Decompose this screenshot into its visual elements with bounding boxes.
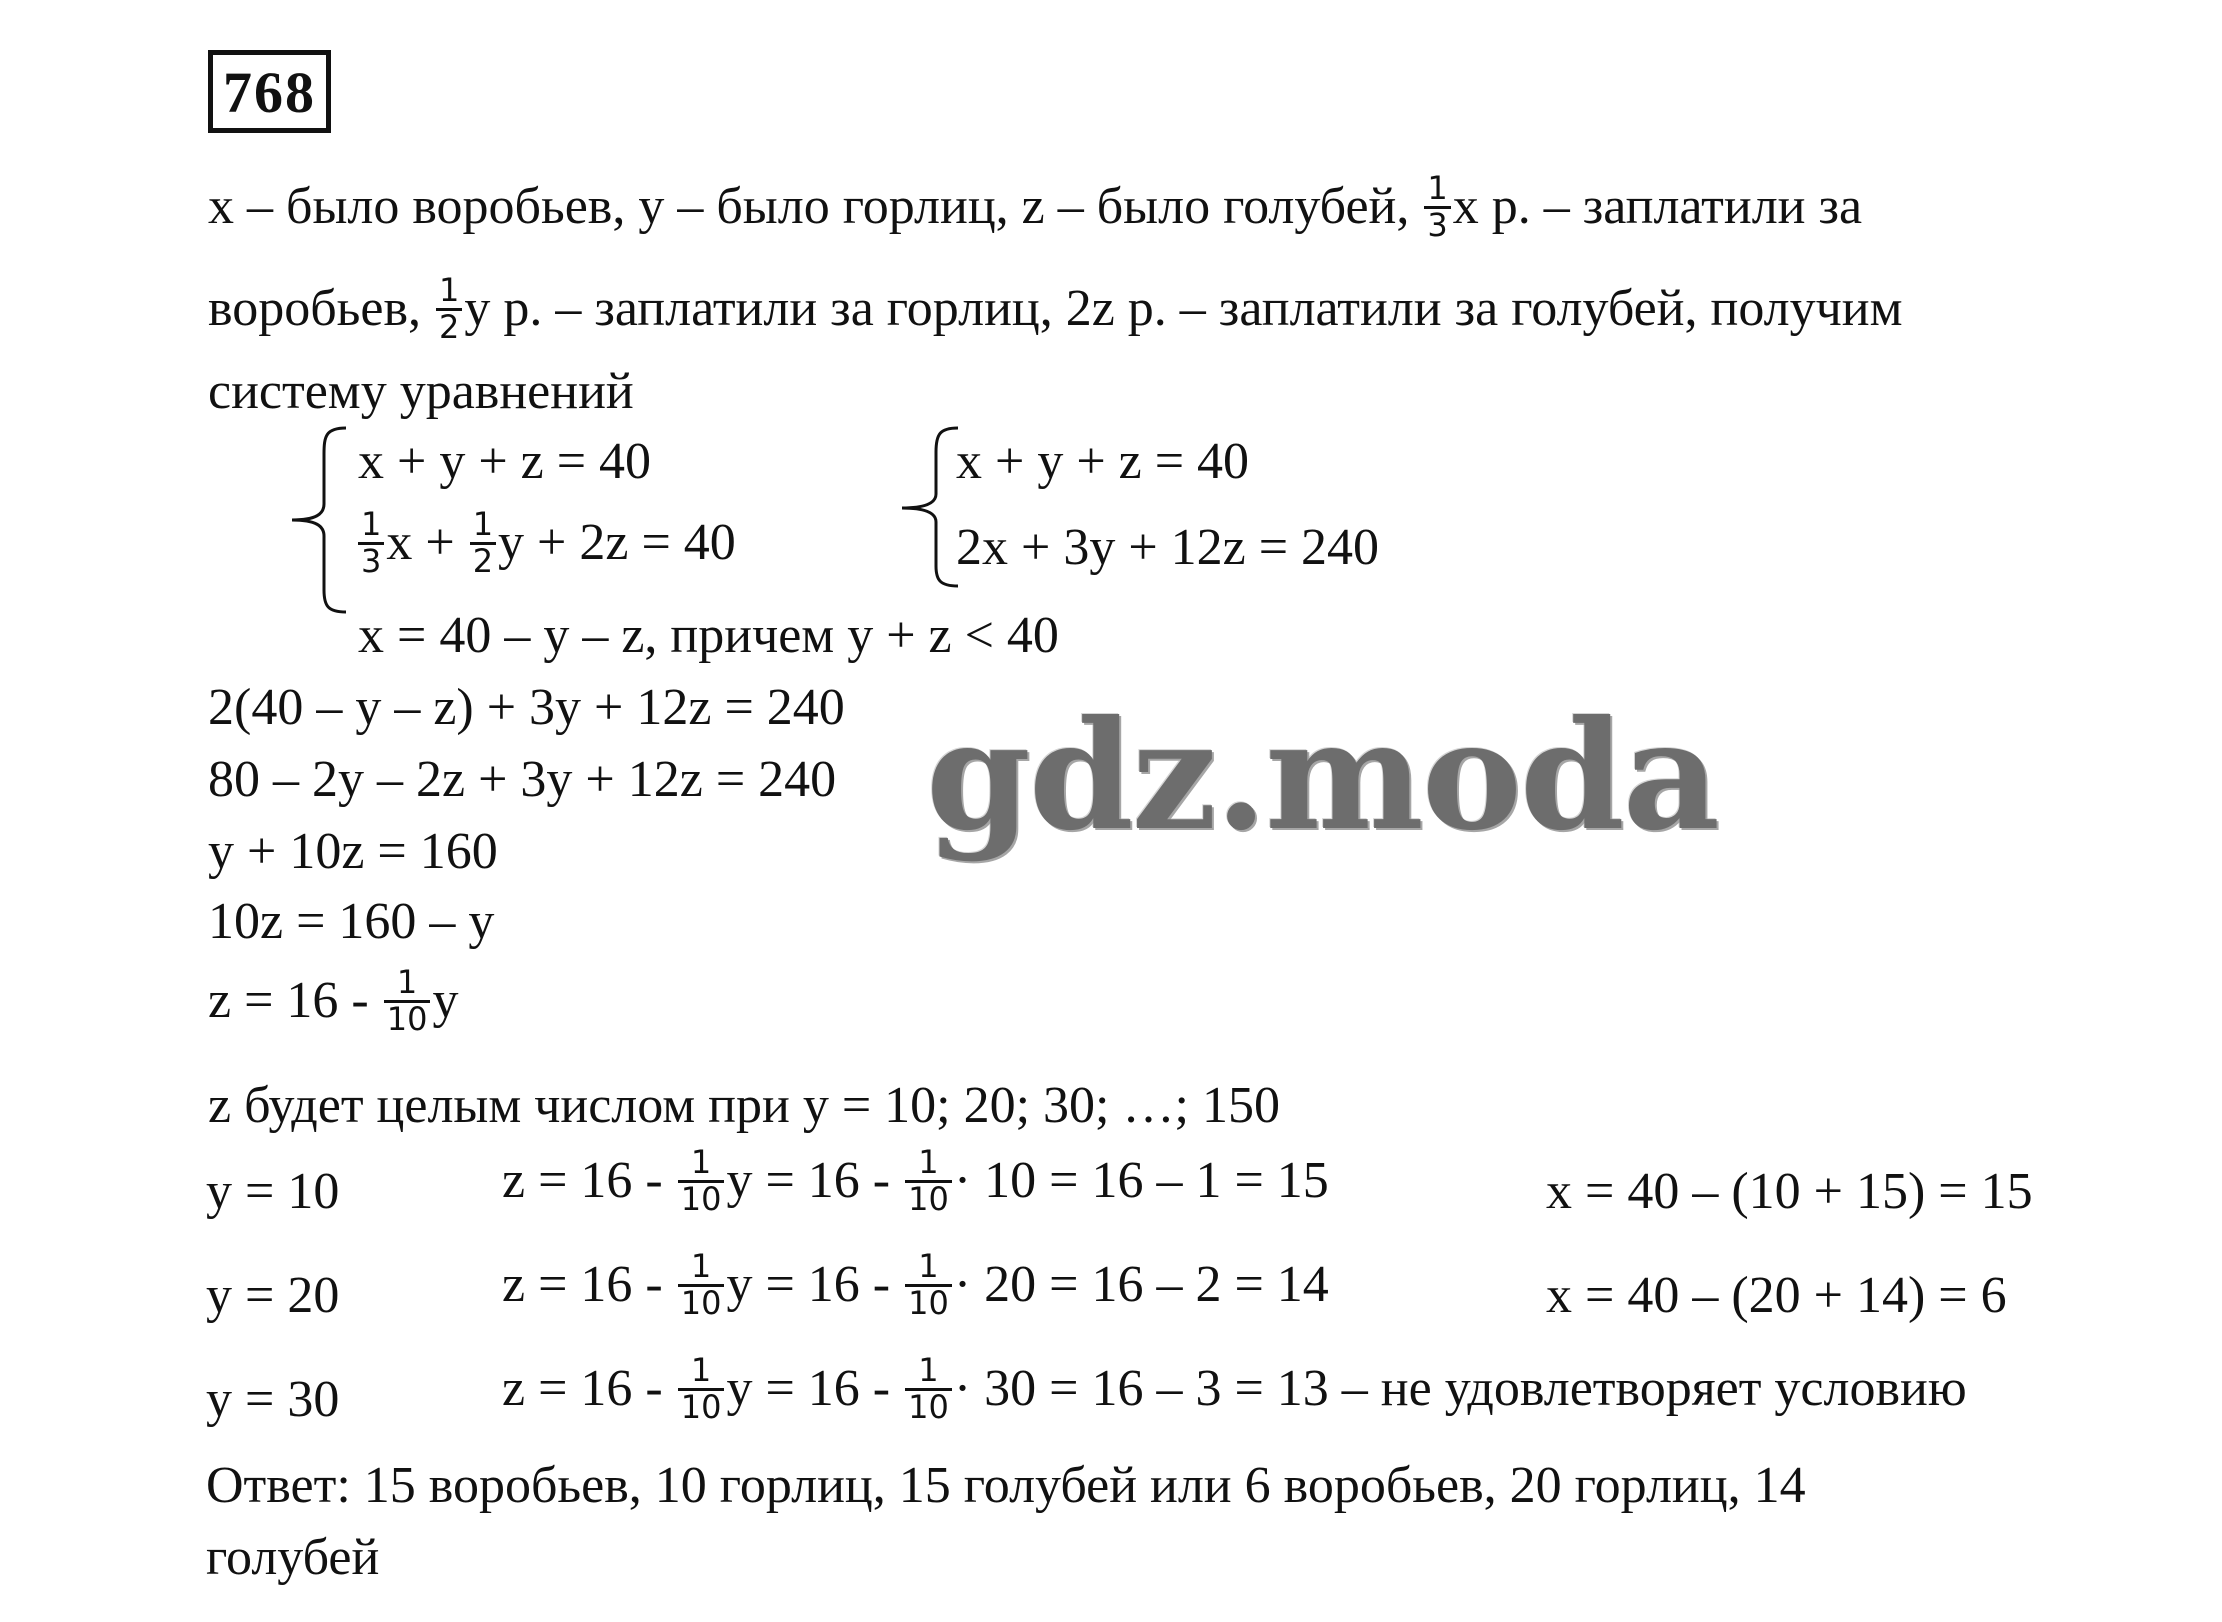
problem-number: 768 [208,50,331,133]
fraction-one-tenth: $\frac{1}{10}$ [905,1146,952,1216]
step-z-formula: z = 16 - $\frac{1}{10}$ y [208,963,459,1038]
answer-line-1: Ответ: 15 воробьев, 10 горлиц, 15 голубей или 6 воробьев, 20 горлиц, 14 [206,1457,1806,1514]
fraction-one-tenth: $\frac{1}{10}$ [384,966,431,1036]
case-x-calculation: x = 40 – (10 + 15) = 15 [1546,1163,2033,1220]
step-integer-condition: z будет целым числом при y = 10; 20; 30; …; 150 [208,1077,1280,1134]
step-express-x: x = 40 – y – z, причем y + z < 40 [358,607,1059,664]
answer-line-2: голубей [206,1529,380,1586]
intro-line-1 [208,169,1863,246]
fraction-one-third: $\frac{1}{3}$ [358,508,384,578]
case-x-calculation: x = 40 – (20 + 14) = 6 [1546,1267,2007,1324]
case-z-calculation: z = 16 - $\frac{1}{10}$ y = 16 - $\frac{1}{10}$ · 20 = 16 – 2 = 14 [502,1247,1329,1322]
fraction-one-half: $\frac{1}{2}$ [436,274,462,344]
intro-line-2-text-b: y р. – заплатили за горлиц, 2z р. – заплатили за голубей, получим [464,280,1903,338]
fraction-one-tenth: $\frac{1}{10}$ [905,1250,952,1320]
fraction-one-tenth: $\frac{1}{10}$ [678,1250,725,1320]
case-y-value: y = 20 [206,1267,340,1324]
system-2-equation-1: x + y + z = 40 [956,433,1250,490]
intro-line-3: систему уравнений [208,363,634,420]
system-1-equation-2: $\frac{1}{3}$ x + $\frac{1}{2}$ y + 2z = 40 [356,512,736,582]
fraction-one-half: $\frac{1}{2}$ [470,508,496,578]
step-simplify: y + 10z = 160 [208,823,498,880]
system-2-equation-2: 2x + 3y + 12z = 240 [956,519,1380,576]
intro-line-2 [208,271,1903,348]
system-1-equation-1: x + y + z = 40 [358,433,652,490]
case-y-value: y = 30 [206,1371,340,1428]
step-isolate-10z: 10z = 160 – y [208,893,495,950]
system-1-brace [286,424,356,616]
intro-line-2-text-a: воробьев, [208,280,435,338]
case-y-value: y = 10 [206,1163,340,1220]
intro-line-1-text-b: x р. – заплатили за [1452,178,1863,236]
case-z-calculation: z = 16 - $\frac{1}{10}$ y = 16 - $\frac{1}{10}$ · 10 = 16 – 1 = 15 [502,1143,1329,1218]
watermark-logo: gdz.moda [926,688,1719,864]
case-z-calculation: z = 16 - $\frac{1}{10}$ y = 16 - $\frac{1}{10}$ · 30 = 16 – 3 = 13 – не удовлетворяет условию [502,1351,1967,1426]
intro-line-1-text-a: x – было воробьев, y – было горлиц, z – было голубей, [208,178,1423,236]
fraction-one-third: $\frac{1}{3}$ [1424,172,1450,242]
fraction-one-tenth: $\frac{1}{10}$ [678,1146,725,1216]
step-substitute: 2(40 – y – z) + 3y + 12z = 240 [208,679,845,736]
fraction-one-tenth: $\frac{1}{10}$ [678,1354,725,1424]
fraction-one-tenth: $\frac{1}{10}$ [905,1354,952,1424]
step-expand: 80 – 2y – 2z + 3y + 12z = 240 [208,751,837,808]
